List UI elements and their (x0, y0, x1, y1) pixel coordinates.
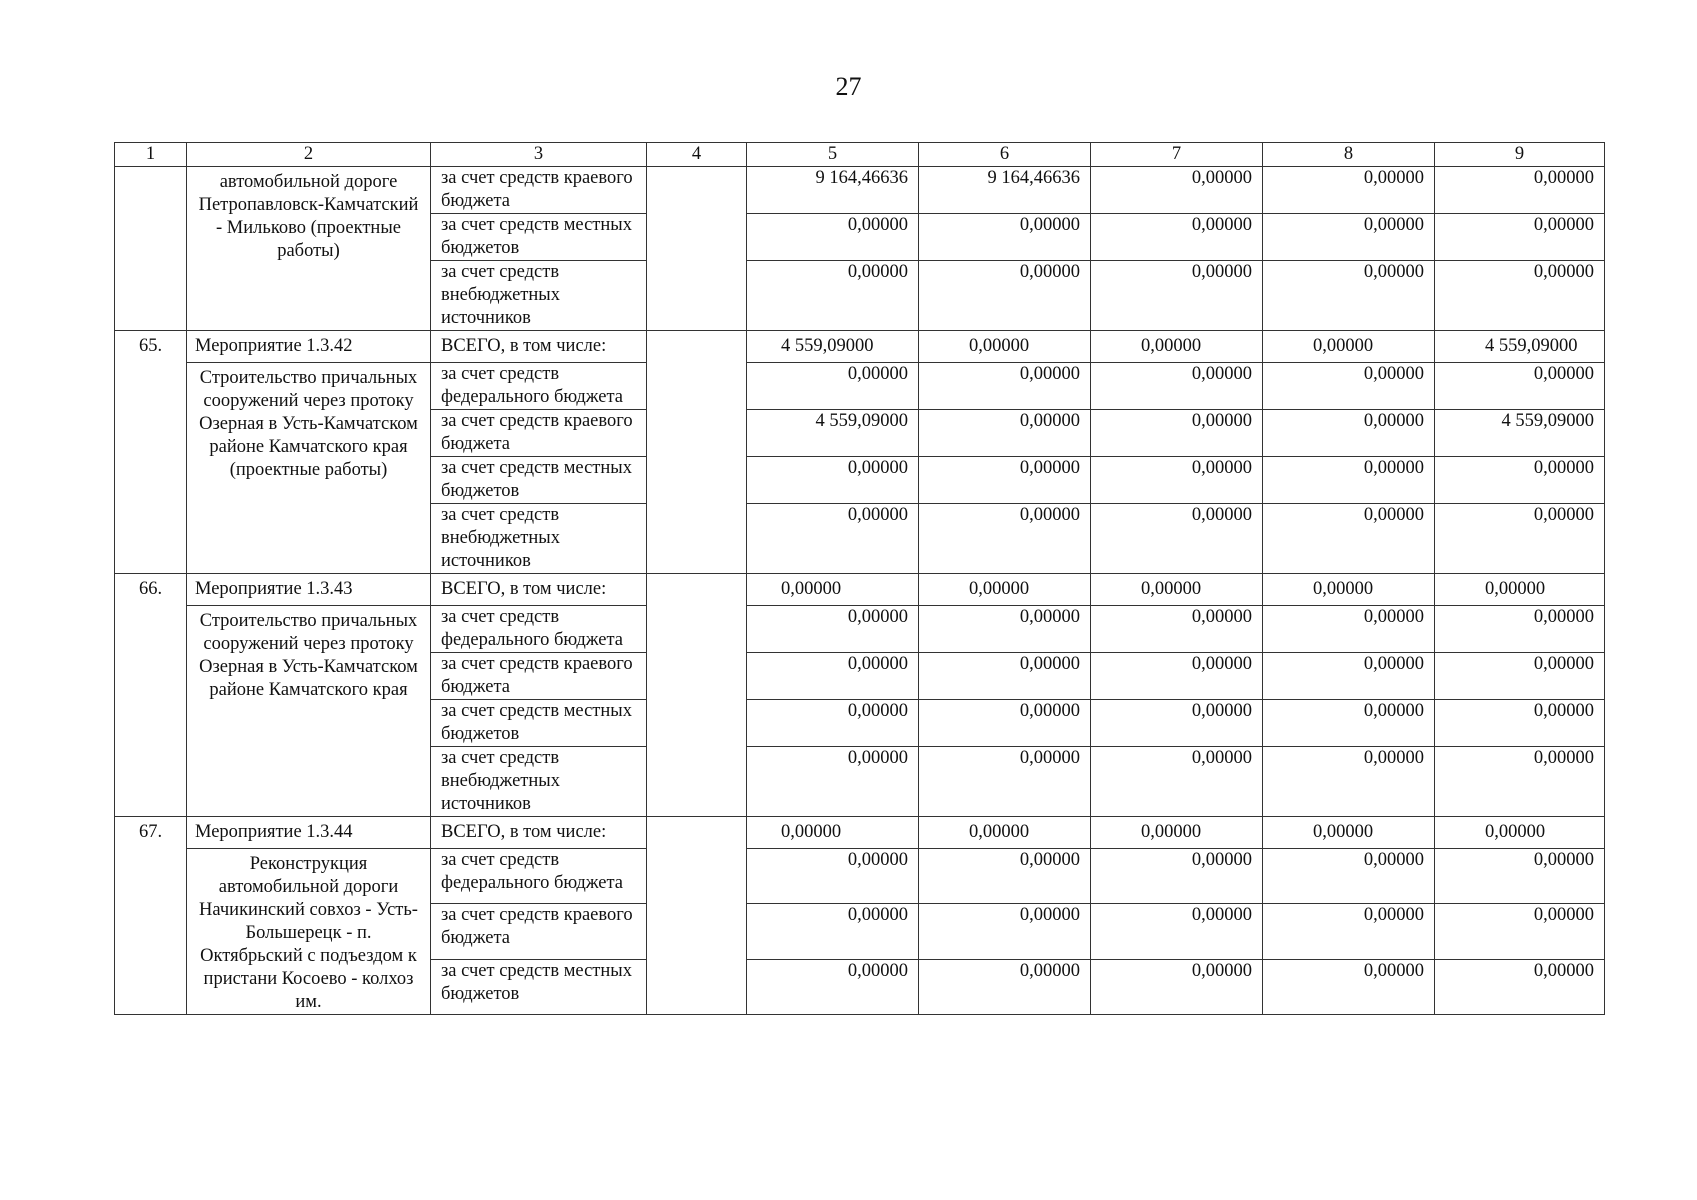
item-title-cell: Мероприятие 1.3.44 (187, 817, 431, 849)
column-header: 1 (115, 143, 187, 167)
funding-source-cell: за счет средств краевого бюджета (431, 904, 647, 959)
funding-source-cell: за счет средств внебюджетных источников (431, 504, 647, 574)
total-value-cell: 0,00000 (1091, 331, 1263, 363)
value-cell: 0,00000 (1263, 261, 1435, 331)
value-cell: 0,00000 (919, 504, 1091, 574)
total-value-cell: 4 559,09000 (1435, 331, 1605, 363)
total-value-cell: 0,00000 (1263, 574, 1435, 606)
value-cell: 0,00000 (919, 261, 1091, 331)
total-value-cell: 0,00000 (919, 331, 1091, 363)
value-cell: 0,00000 (1091, 363, 1263, 410)
column-header: 7 (1091, 143, 1263, 167)
value-cell: 0,00000 (1435, 849, 1605, 904)
value-cell: 0,00000 (919, 410, 1091, 457)
item-name-cell: автомобильной дороге Петропавловск-Камчатский - Мильково (проектные работы) (187, 167, 431, 331)
total-value-cell: 0,00000 (1091, 574, 1263, 606)
funding-source-cell: за счет средств местных бюджетов (431, 959, 647, 1014)
funding-source-cell: за счет средств краевого бюджета (431, 167, 647, 214)
column-header: 5 (747, 143, 919, 167)
column-header-row (115, 143, 1605, 167)
value-cell: 0,00000 (919, 700, 1091, 747)
value-cell: 0,00000 (1435, 700, 1605, 747)
value-cell: 0,00000 (1091, 214, 1263, 261)
value-cell: 0,00000 (1091, 653, 1263, 700)
value-cell: 0,00000 (1263, 653, 1435, 700)
item-title-cell: Мероприятие 1.3.43 (187, 574, 431, 606)
funding-source-cell: за счет средств федерального бюджета (431, 606, 647, 653)
value-cell: 0,00000 (747, 606, 919, 653)
value-cell: 0,00000 (1435, 747, 1605, 817)
page-number: 27 (835, 72, 862, 101)
item-name-cell: Строительство причальных сооружений через протоку Озерная в Усть-Камчатском районе Камчатского края (проектные работы) (187, 363, 431, 574)
column-header: 4 (647, 143, 747, 167)
table-row-total (115, 574, 1605, 606)
value-cell: 0,00000 (747, 653, 919, 700)
column-header: 2 (187, 143, 431, 167)
value-cell: 0,00000 (919, 214, 1091, 261)
item-number-cell: 66. (115, 574, 187, 817)
column-header: 6 (919, 143, 1091, 167)
value-cell: 0,00000 (1263, 457, 1435, 504)
item-title-cell: Мероприятие 1.3.42 (187, 331, 431, 363)
value-cell: 0,00000 (747, 747, 919, 817)
funding-source-cell: ВСЕГО, в том числе: (431, 574, 647, 606)
value-cell: 0,00000 (1091, 167, 1263, 214)
value-cell: 0,00000 (1435, 167, 1605, 214)
value-cell: 0,00000 (919, 849, 1091, 904)
table-row (115, 167, 1605, 214)
funding-source-cell: за счет средств внебюджетных источников (431, 747, 647, 817)
col4-cell (647, 331, 747, 574)
value-cell: 0,00000 (1435, 214, 1605, 261)
value-cell: 0,00000 (1263, 700, 1435, 747)
value-cell: 0,00000 (1263, 849, 1435, 904)
table-row-total (115, 331, 1605, 363)
value-cell: 0,00000 (747, 700, 919, 747)
value-cell: 0,00000 (1435, 606, 1605, 653)
value-cell: 0,00000 (1091, 606, 1263, 653)
item-name-cell: Реконструкция автомобильной дороги Начикинский совхоз - Усть-Большерецк - п. Октябрьский с подъездом к пристани Косоево - колхоз им. (187, 849, 431, 1015)
value-cell: 0,00000 (1263, 363, 1435, 410)
value-cell: 0,00000 (1435, 457, 1605, 504)
value-cell: 0,00000 (919, 363, 1091, 410)
item-number-cell: 67. (115, 817, 187, 1015)
funding-source-cell: за счет средств внебюджетных источников (431, 261, 647, 331)
column-header: 9 (1435, 143, 1605, 167)
col4-cell (647, 167, 747, 331)
value-cell: 4 559,09000 (1435, 410, 1605, 457)
table-row (115, 849, 1605, 904)
value-cell: 9 164,46636 (747, 167, 919, 214)
value-cell: 0,00000 (919, 606, 1091, 653)
funding-source-cell: за счет средств краевого бюджета (431, 410, 647, 457)
funding-source-cell: за счет средств местных бюджетов (431, 214, 647, 261)
value-cell: 0,00000 (1091, 700, 1263, 747)
value-cell: 0,00000 (1435, 363, 1605, 410)
value-cell: 0,00000 (919, 653, 1091, 700)
value-cell: 0,00000 (747, 363, 919, 410)
value-cell: 0,00000 (1091, 504, 1263, 574)
value-cell: 0,00000 (1263, 904, 1435, 959)
total-value-cell: 0,00000 (1263, 817, 1435, 849)
funding-source-cell: за счет средств местных бюджетов (431, 457, 647, 504)
value-cell: 0,00000 (1091, 410, 1263, 457)
value-cell: 4 559,09000 (747, 410, 919, 457)
column-header: 8 (1263, 143, 1435, 167)
funding-source-cell: за счет средств местных бюджетов (431, 700, 647, 747)
funding-source-cell: за счет средств краевого бюджета (431, 653, 647, 700)
total-value-cell: 0,00000 (1263, 331, 1435, 363)
value-cell: 0,00000 (747, 904, 919, 959)
value-cell: 0,00000 (1435, 653, 1605, 700)
funding-source-cell: за счет средств федерального бюджета (431, 849, 647, 904)
value-cell: 0,00000 (1091, 747, 1263, 817)
total-value-cell: 0,00000 (919, 817, 1091, 849)
item-number-cell: 65. (115, 331, 187, 574)
value-cell: 0,00000 (1435, 261, 1605, 331)
value-cell: 0,00000 (1435, 904, 1605, 959)
value-cell: 0,00000 (1091, 261, 1263, 331)
value-cell: 0,00000 (1091, 959, 1263, 1014)
value-cell: 0,00000 (1435, 504, 1605, 574)
value-cell: 0,00000 (919, 904, 1091, 959)
col4-cell (647, 817, 747, 1015)
value-cell: 0,00000 (1091, 849, 1263, 904)
item-name-cell: Строительство причальных сооружений через протоку Озерная в Усть-Камчатском районе Камчатского края (187, 606, 431, 817)
col4-cell (647, 574, 747, 817)
value-cell: 0,00000 (747, 849, 919, 904)
value-cell: 0,00000 (1263, 747, 1435, 817)
total-value-cell: 0,00000 (747, 574, 919, 606)
total-value-cell: 0,00000 (747, 817, 919, 849)
value-cell: 0,00000 (1263, 959, 1435, 1014)
item-number-cell (115, 167, 187, 331)
value-cell: 0,00000 (1091, 904, 1263, 959)
funding-source-cell: ВСЕГО, в том числе: (431, 331, 647, 363)
total-value-cell: 0,00000 (1435, 574, 1605, 606)
column-header: 3 (431, 143, 647, 167)
value-cell: 0,00000 (747, 214, 919, 261)
total-value-cell: 4 559,09000 (747, 331, 919, 363)
value-cell: 0,00000 (1263, 410, 1435, 457)
value-cell: 9 164,46636 (919, 167, 1091, 214)
table-row-total (115, 817, 1605, 849)
table-row (115, 363, 1605, 410)
value-cell: 0,00000 (747, 261, 919, 331)
budget-table (114, 142, 1605, 1015)
value-cell: 0,00000 (1091, 457, 1263, 504)
value-cell: 0,00000 (1435, 959, 1605, 1014)
value-cell: 0,00000 (1263, 214, 1435, 261)
total-value-cell: 0,00000 (1435, 817, 1605, 849)
funding-source-cell: ВСЕГО, в том числе: (431, 817, 647, 849)
value-cell: 0,00000 (1263, 167, 1435, 214)
value-cell: 0,00000 (919, 747, 1091, 817)
total-value-cell: 0,00000 (919, 574, 1091, 606)
value-cell: 0,00000 (919, 959, 1091, 1014)
funding-source-cell: за счет средств федерального бюджета (431, 363, 647, 410)
table-row (115, 606, 1605, 653)
total-value-cell: 0,00000 (1091, 817, 1263, 849)
value-cell: 0,00000 (747, 504, 919, 574)
value-cell: 0,00000 (919, 457, 1091, 504)
value-cell: 0,00000 (1263, 606, 1435, 653)
value-cell: 0,00000 (747, 959, 919, 1014)
value-cell: 0,00000 (1263, 504, 1435, 574)
value-cell: 0,00000 (747, 457, 919, 504)
